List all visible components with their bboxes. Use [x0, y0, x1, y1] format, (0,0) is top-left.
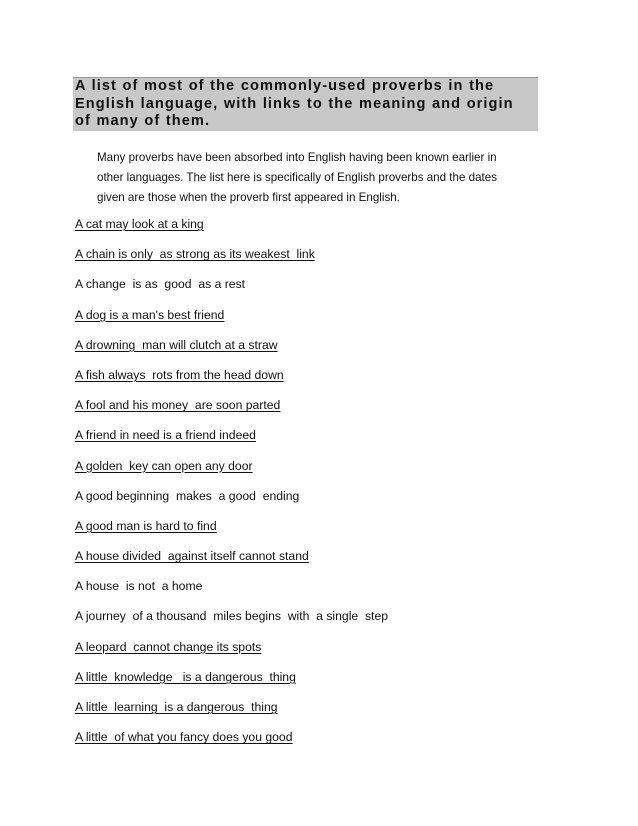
proverb-link[interactable]: A little learning is a dangerous thing [75, 700, 278, 714]
proverb-link[interactable]: A dog is a man's best friend [75, 307, 225, 322]
proverb-link[interactable]: A good man is hard to find [75, 518, 217, 533]
proverb-link[interactable]: A leopard cannot change its spots [75, 639, 262, 654]
proverb-link[interactable]: A drowning man will clutch at a straw [75, 337, 278, 352]
list-item [75, 272, 388, 302]
list-item[interactable] [75, 242, 388, 272]
list-item[interactable] [75, 454, 388, 484]
list-item [75, 574, 388, 604]
title-line: A list of most of the commonly-used proverbs in the [75, 78, 495, 94]
proverb-link[interactable]: A fool and his money are soon parted [75, 398, 281, 413]
list-item[interactable] [75, 212, 388, 242]
list-item[interactable] [75, 544, 388, 574]
intro-paragraph [97, 148, 547, 208]
intro-line: given are those when the proverb first appeared in English. [97, 191, 400, 204]
proverb-link[interactable]: A friend in need is a friend indeed [75, 428, 256, 443]
list-item[interactable] [75, 393, 388, 423]
intro-line: other languages. The list here is specifically of English proverbs and the dates [97, 171, 498, 184]
list-item [75, 484, 388, 514]
title-line: of many of them. [75, 113, 211, 129]
proverb-text: A good beginning makes a good ending [75, 488, 300, 503]
proverb-text: A change is as good as a rest [75, 277, 246, 292]
proverb-text: A house is not a home [75, 579, 203, 594]
list-item[interactable] [75, 665, 388, 695]
proverb-link[interactable]: A cat may look at a king [75, 217, 204, 231]
document-title [73, 78, 538, 131]
proverb-link[interactable]: A fish always rots from the head down [75, 367, 284, 382]
list-item[interactable] [75, 725, 388, 755]
proverb-link[interactable]: A little knowledge is a dangerous thing [75, 669, 296, 684]
proverb-link[interactable]: A house divided against itself cannot stand [75, 549, 309, 564]
list-item[interactable] [75, 333, 388, 363]
proverb-link[interactable]: A chain is only as strong as its weakest link [75, 247, 315, 262]
list-item [75, 604, 388, 634]
proverb-text: A journey of a thousand miles begins with a single step [75, 609, 388, 624]
proverb-link[interactable]: A golden key can open any door [75, 458, 253, 473]
list-item[interactable] [75, 423, 388, 453]
list-item[interactable] [75, 303, 388, 333]
proverb-link[interactable]: A little of what you fancy does you good [75, 730, 293, 745]
title-line: English language, with links to the meaning and origin [75, 95, 514, 112]
title-block [73, 77, 538, 131]
list-item[interactable] [75, 695, 388, 725]
list-item[interactable] [75, 363, 388, 393]
intro-line: Many proverbs have been absorbed into English having been known earlier in [97, 151, 497, 164]
list-item[interactable] [75, 635, 388, 665]
proverb-list [75, 212, 388, 755]
list-item[interactable] [75, 514, 388, 544]
